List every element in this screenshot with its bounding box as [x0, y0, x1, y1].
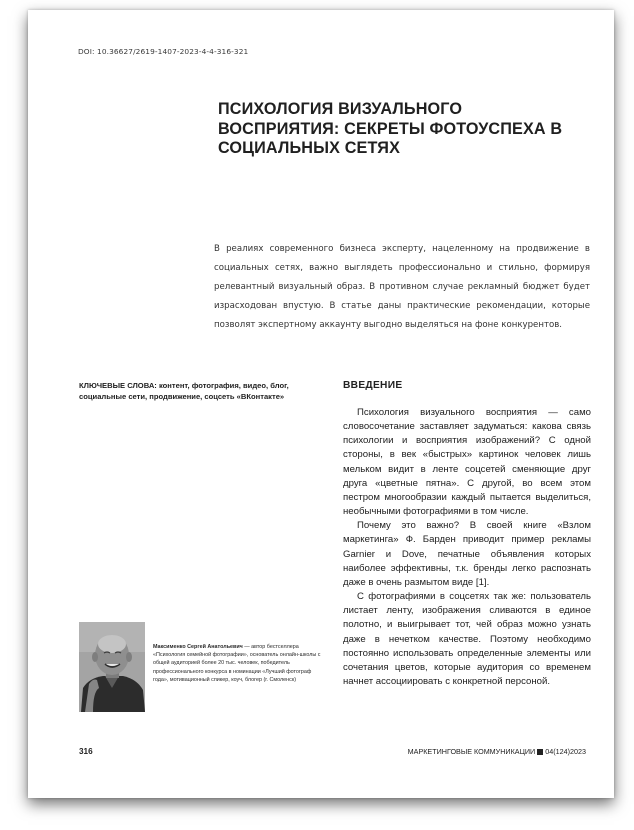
square-separator-icon — [537, 749, 543, 755]
journal-name: МАРКЕТИНГОВЫЕ КОММУНИКАЦИИ — [407, 747, 536, 756]
keywords: КЛЮЧЕВЫЕ СЛОВА: контент, фотография, видео, блог, социальные сети, продвижение, соцсеть «ВКонтакте» — [79, 381, 289, 401]
journal-issue: 04(124)2023 — [545, 747, 586, 756]
body-paragraph: Психология визуального восприятия — само словосочетание заставляет задуматься: какова связь психологии и восприятия изображений? С одной стороны, в век «быстрых» картинок человек лишь мельком видит в ленте соцсетей сменяющие друг друга «цветные пятна». С другой, во всем этом пестром многообразии каждый пытается выделиться, необычными фотографиями в том числе. — [343, 407, 591, 518]
journal-page — [28, 10, 614, 798]
author-portrait-image — [79, 622, 145, 712]
author-name: Максименко Сергей Анатольевич — [153, 644, 243, 650]
author-photo — [79, 622, 145, 712]
article-abstract: В реалиях современного бизнеса эксперту, нацеленному на продвижение в социальных сетях, важно выглядеть профессионально и стильно, формируя релевантный визуальный образ. В противном случае рекламный бюджет будет израсходован впустую. В статье даны практические рекомендации, которые позволят экспертному аккаунту выгодно выделяться на фоне конкурентов. — [214, 244, 590, 331]
body-paragraph: Почему это важно? В своей книге «Взлом маркетинга» Ф. Барден приводит пример рекламы Garnier и Dove, печатные объявления которых наиболее эффективны, т.к. бренды легко распознать даже в очень размытом виде [1]. — [343, 520, 591, 588]
article-title: ПСИХОЛОГИЯ ВИЗУАЛЬНОГО ВОСПРИЯТИЯ: СЕКРЕТЫ ФОТОУСПЕХА В СОЦИАЛЬНЫХ СЕТЯХ — [218, 100, 563, 157]
body-paragraph: С фотографиями в соцсетях так же: пользователь листает ленту, изображения сливаются в единое полотно, и выигрывает тот, чей образ можно узнать даже в нечетком качестве. Поэтому необходимо постоянно использовать определенные элементы или сочетания цветов, которые аудитория со временем начнет ассоциировать с конкретной персоной. — [343, 591, 591, 687]
journal-footer — [408, 747, 586, 756]
page-number: 316 — [79, 747, 93, 756]
article-body — [343, 406, 591, 689]
author-description: — автор бестселлера «Психология семейной фотографии», основатель онлайн-школы с общей аудиторией более 20 тыс. человек, победитель профессионального конкурса в номинации «Лучший фотограф года», мотивационный спикер, коуч, блогер (г. Смоленск) — [153, 644, 321, 683]
doi-line: DOI: 10.36627/2619-1407-2023-4-4-316-321 — [78, 47, 249, 56]
section-heading-introduction: ВВЕДЕНИЕ — [343, 380, 403, 391]
author-bio — [153, 643, 323, 684]
